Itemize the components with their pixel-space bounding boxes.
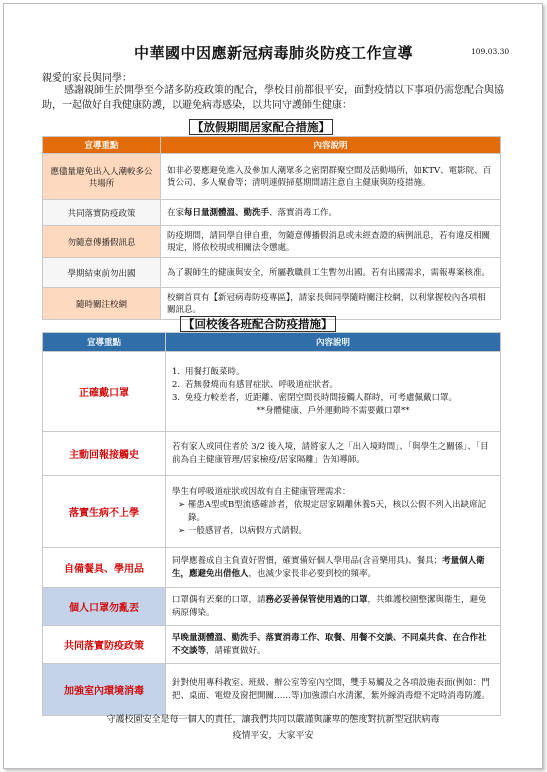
- table-row: [43, 588, 501, 626]
- list-item: ➢ 罹患A型或B型流感確診者，依規定居家隔離休養5天，核以公假不列入出缺席記錄。: [178, 499, 487, 523]
- arrow-bullet-icon: ➢: [178, 499, 186, 510]
- list-item: 1. 用餐打飯菜時。: [172, 366, 245, 377]
- row-key: 勿隨意傳播假訊息: [43, 226, 161, 258]
- row-value: 防疫期間，請同學自律自重，勿隨意傳播假消息或未經查證的病例訊息，若有違反相關規定，將依校規或相關法令懲處。: [161, 226, 501, 258]
- row-key: 應儘量避免出入人潮較多公共場所: [43, 154, 161, 200]
- table-header: [43, 137, 501, 154]
- row-value: 若有家人或同住者於 3/2 後入境，請將家人之「出入境時間」、「與學生之關係」、「目前為自主健康管理/居家檢疫/居家隔離」告知導師。: [166, 432, 501, 476]
- row-value: 為了親師生的健康與安全，所屬教職員工生暫勿出國。若有出國需求，需報專案核准。: [161, 258, 501, 288]
- closing-line-1: 守護校園安全是每一個人的責任，讓我們共同以嚴謹與謙卑的態度對抗新型冠狀病毒: [106, 715, 440, 725]
- greeting: 親愛的家長與同學：: [42, 73, 132, 84]
- row-key: 隨時關注校網: [43, 288, 161, 320]
- col-header-value: 內容說明: [161, 137, 501, 154]
- table-row: [43, 352, 501, 432]
- intro-paragraph: 感謝親師生於開學至今諸多防疫政策的配合，學校目前都很平安，面對疫情以下事項仍需您配合與協助，一起做好自我健康防護，以避免病毒感染，以共同守護師生健康：: [42, 85, 504, 111]
- row-key: 落實生病不上學: [43, 476, 166, 548]
- row-key: 正確戴口罩: [43, 352, 166, 432]
- row-key: 共同落實防疫政策: [43, 200, 161, 226]
- row-value: 在家每日量測體溫、勤洗手、落實消毒工作。: [161, 200, 501, 226]
- row-value: 如非必要應避免進入及參加人潮眾多之密閉群聚空間及活動場所，如KTV、電影院、百貨公司、多人聚會等；清明連假掃墓期間請注意自主健康與防疫措施。: [161, 154, 501, 200]
- section1-title: 【放假期間居家配合措施】: [189, 119, 333, 135]
- table-row: [43, 226, 501, 258]
- col-header-key: 宣導重點: [43, 137, 161, 154]
- table-row: [43, 626, 501, 664]
- row-value: [166, 352, 501, 432]
- arrow-bullet-icon: ➢: [178, 525, 186, 536]
- home-measures-table: [42, 136, 501, 320]
- table-row: [43, 154, 501, 200]
- row-key: 自備餐具、學用品: [43, 548, 166, 588]
- row-value: 同學應養成自主負責好習慣，確實備好個人學用品(含音樂用具)、餐具；考量個人衛生，應避免出借他人，也減少家長非必要到校的頻率。: [166, 548, 501, 588]
- list-item: 2. 若無發燒而有感冒症狀、呼吸道症狀者。: [172, 379, 339, 390]
- row-value: 口罩偶有丟棄的口罩，請務必妥善保管使用過的口罩，共維護校園整潔與衛生，避免病原傳染。: [166, 588, 501, 626]
- table-header: [43, 333, 501, 352]
- closing-line-2: 疫情平安，大家平安: [232, 731, 314, 741]
- row-value: 學生有呼吸道症狀或因故有自主健康管理需求： ➢ 罹患A型或B型流感確診者，依規定居家隔離休養5天，核以公假不列入出缺席記錄。 ➢ 一般感冒者，以病假方式請假。: [166, 476, 501, 548]
- list-item: ➢ 一般感冒者，以病假方式請假。: [178, 525, 307, 536]
- document-title: 中華國中因應新冠病毒肺炎防疫工作宣導: [133, 44, 413, 62]
- table-row: [43, 664, 501, 716]
- row-key: 主動回報接觸史: [43, 432, 166, 476]
- table-row: [43, 548, 501, 588]
- table-row: [43, 288, 501, 320]
- row-key: 加強室內環境消毒: [43, 664, 166, 716]
- row-key: 學期結束前勿出國: [43, 258, 161, 288]
- document-date: 109.03.30: [471, 47, 510, 56]
- table-row: [43, 432, 501, 476]
- col-header-key: 宣導重點: [43, 333, 166, 352]
- table-row: [43, 200, 501, 226]
- mask-note: **身體健康、戶外運動時不需要戴口罩**: [256, 405, 410, 416]
- row-key: 共同落實防疫政策: [43, 626, 166, 664]
- row-value: 早晚量測體溫、勤洗手、落實消毒工作、取餐、用餐不交談、不同桌共食、在合作社不交談等，請確實做好。: [166, 626, 501, 664]
- section2-title: 【回校後各班配合防疫措施】: [180, 316, 336, 332]
- list-item: 3. 免疫力較差者，近距離、密閉空間長時間接觸人群時，可考慮佩戴口罩。: [172, 392, 458, 403]
- col-header-value: 內容說明: [166, 333, 501, 352]
- row-value: 針對使用專科教室、班級、辦公室等室內空間，雙手易觸及之各項設施表面(例如：門把、桌面、電燈及窗把開關……等)加強漂白水清潔，紫外線消毒燈不定時消毒防護。: [166, 664, 501, 716]
- table-row: [43, 258, 501, 288]
- row-value: 校網首頁有【新冠病毒防疫專區】，請家長與同學隨時關注校網，以利掌握校內各項相關訊息。: [161, 288, 501, 320]
- row-key: 個人口罩勿亂丟: [43, 588, 166, 626]
- school-measures-table: [42, 332, 501, 716]
- table-row: [43, 476, 501, 548]
